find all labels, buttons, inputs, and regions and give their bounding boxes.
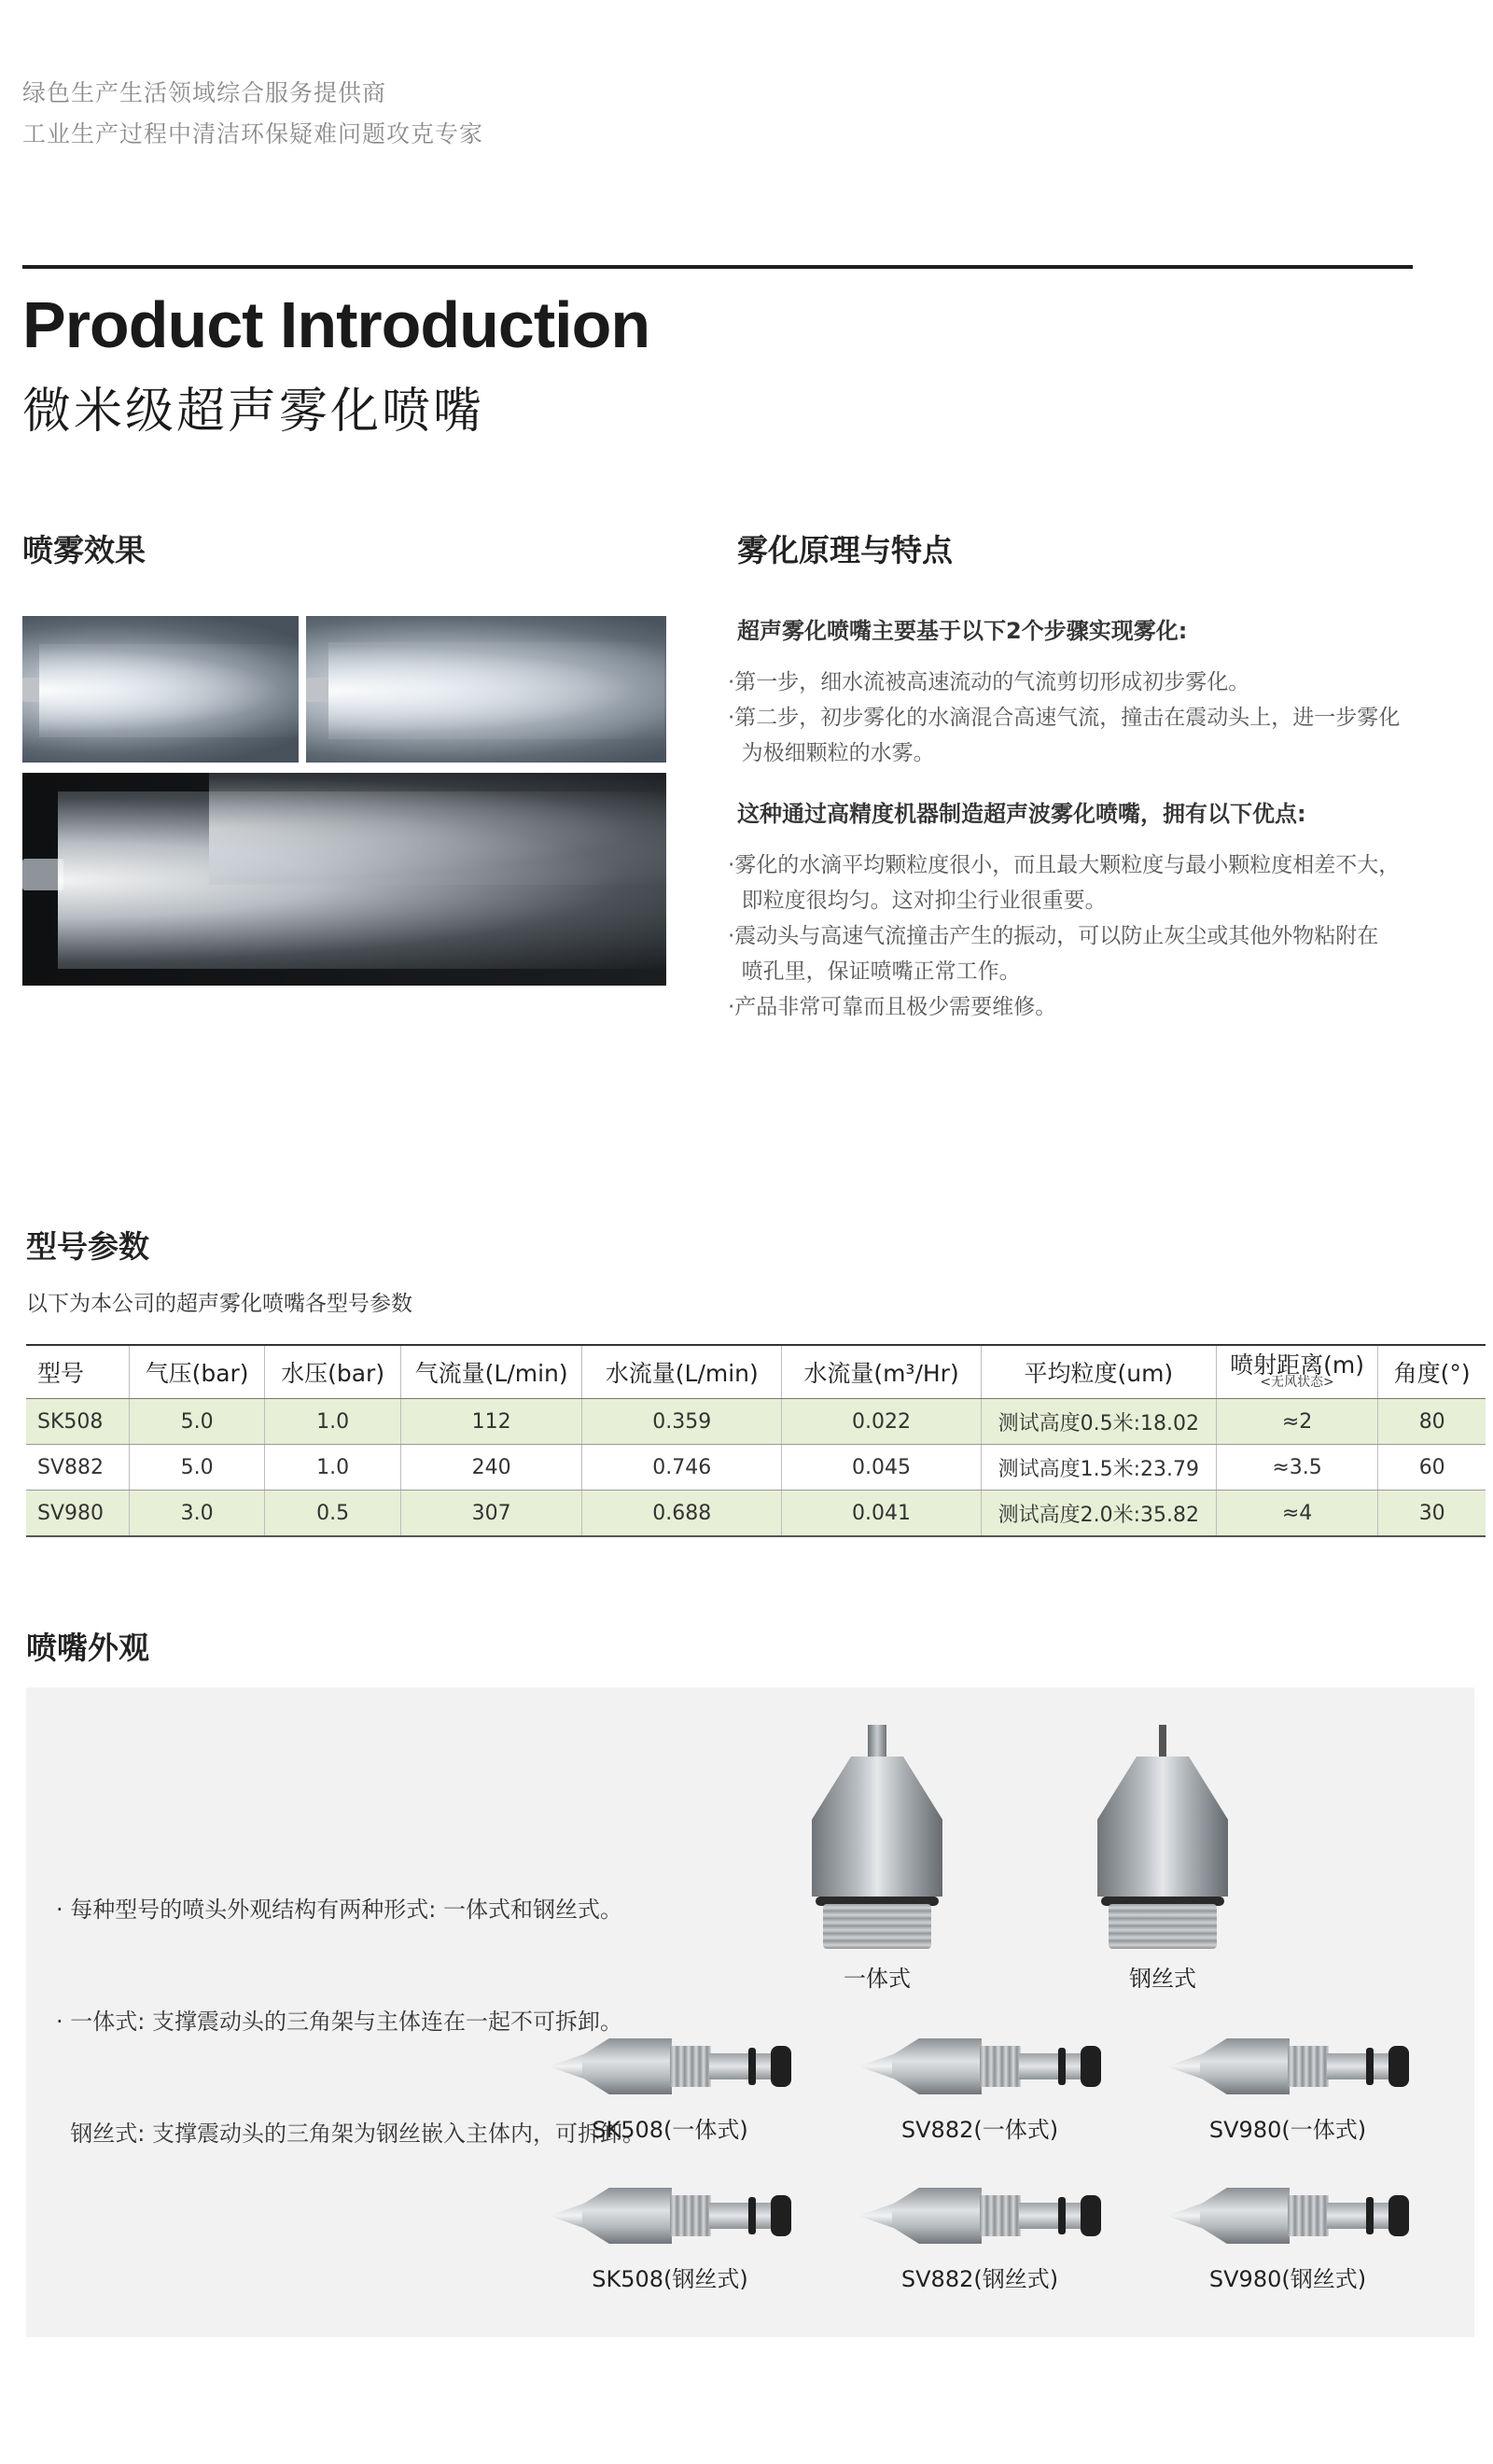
sv882-wire-caption: SV882(钢丝式) [900,2266,1059,2292]
table-row [26,1399,1486,1445]
cell: 0.045 [782,1445,982,1491]
sv980-integral-image [1166,2029,1409,2104]
tagline-primary: 绿色生产生活领域综合服务提供商 [22,79,387,106]
col-header: 平均粒度(um) [981,1345,1216,1399]
header-divider [22,265,1413,269]
advantage-line: 喷孔里，保证喷嘴正常工作。 [728,959,1021,984]
step-line: 为极细颗粒的水雾。 [728,741,935,765]
appearance-line: 钢丝式: 支撑震动头的三角架为钢丝嵌入主体内，可拆卸。 [56,2121,645,2147]
cell: 测试高度2.0米:35.82 [981,1491,1216,1537]
col-header: 气流量(L/min) [400,1345,582,1399]
sk508-integral-caption: SK508(一体式) [592,2117,748,2143]
cell: 60 [1378,1445,1486,1491]
advantage-line: ·产品非常可靠而且极少需要维修。 [728,995,1057,1019]
wire-type-caption: 钢丝式 [1129,1966,1196,1992]
cell: 测试高度0.5米:18.02 [981,1399,1216,1445]
advantage-line: 即粒度很均匀。这对抑尘行业很重要。 [728,889,1107,913]
cell: ≈3.5 [1216,1445,1378,1491]
advantages-intro: 这种通过高精度机器制造超声波雾化喷嘴，拥有以下优点: [737,801,1306,827]
cell: 112 [400,1399,582,1445]
cell: 0.5 [265,1491,401,1537]
col-header: 水压(bar) [265,1345,401,1399]
col-header-distance [1216,1345,1378,1399]
spray-photo-2 [306,616,666,763]
appearance-line: · 一体式: 支撑震动头的三角架与主体连在一起不可拆卸。 [56,2009,622,2035]
cell: 80 [1378,1399,1486,1445]
sv980-integral-caption: SV980(一体式) [1208,2117,1367,2143]
step-line: ·第二步，初步雾化的水滴混合高速气流，撞击在震动头上，进一步雾化 [728,706,1401,730]
spray-photo-1 [22,616,299,763]
col-header: 角度(°) [1378,1345,1486,1399]
appearance-panel [26,1687,1474,2337]
sv882-wire-image [858,2178,1101,2253]
advantage-line: ·震动头与高速气流撞击产生的振动，可以防止灰尘或其他外物粘附在 [728,924,1379,948]
table-row [26,1445,1486,1491]
cell: 5.0 [129,1445,265,1491]
col-header: 水流量(m³/Hr) [782,1345,982,1399]
sv980-wire-caption: SV980(钢丝式) [1208,2266,1367,2292]
advantages-list [728,847,1437,1025]
cell: 307 [400,1491,582,1537]
cell: 240 [400,1445,582,1491]
cell: SK508 [26,1399,129,1445]
cell: ≈2 [1216,1399,1378,1445]
cell: 1.0 [265,1399,401,1445]
model-section-title: 型号参数 [26,1228,149,1265]
model-spec-table [26,1344,1486,1537]
cell: 0.041 [782,1491,982,1537]
cell: 30 [1378,1491,1486,1537]
principle-section-title: 雾化原理与特点 [737,532,953,568]
principle-steps [728,665,1437,771]
page-title-en: Product Introduction [22,288,650,361]
col-header: 水流量(L/min) [582,1345,782,1399]
col-header: 气压(bar) [129,1345,265,1399]
integral-nozzle-image [802,1725,952,1949]
wire-nozzle-image [1088,1725,1237,1949]
cell: 3.0 [129,1491,265,1537]
cell: 1.0 [265,1445,401,1491]
table-row [26,1491,1486,1537]
cell: SV882 [26,1445,129,1491]
sk508-integral-image [549,2029,791,2104]
sk508-wire-image [549,2178,791,2253]
cell: 0.359 [582,1399,782,1445]
step-line: ·第一步，细水流被高速流动的气流剪切形成初步雾化。 [728,670,1250,694]
table-header-row [26,1345,1486,1399]
sv882-integral-caption: SV882(一体式) [900,2117,1059,2143]
sv882-integral-image [858,2029,1101,2104]
appearance-description [56,1816,645,2227]
cell: 0.688 [582,1491,782,1537]
page-title-cn: 微米级超声雾化喷嘴 [22,384,485,440]
tagline-secondary: 工业生产过程中清洁环保疑难问题攻克专家 [22,120,484,147]
sk508-wire-caption: SK508(钢丝式) [592,2266,748,2292]
principle-intro: 超声雾化喷嘴主要基于以下2个步骤实现雾化: [737,618,1188,644]
cell: 5.0 [129,1399,265,1445]
cell: 0.022 [782,1399,982,1445]
col-header-distance-label: 喷射距离(m) [1230,1351,1364,1379]
spray-photo-3 [22,773,666,986]
spray-section-title: 喷雾效果 [22,532,146,568]
col-header: 型号 [26,1345,129,1399]
model-section-subtitle: 以下为本公司的超声雾化喷嘴各型号参数 [26,1292,412,1316]
appearance-line: · 每种型号的喷头外观结构有两种形式: 一体式和钢丝式。 [56,1897,622,1923]
sv980-wire-image [1166,2178,1409,2253]
col-header-distance-note: <无风状态> [1260,1375,1334,1390]
cell: 0.746 [582,1445,782,1491]
advantage-line: ·雾化的水滴平均颗粒度很小，而且最大颗粒度与最小颗粒度相差不大， [728,853,1401,877]
cell: ≈4 [1216,1491,1378,1537]
cell: SV980 [26,1491,129,1537]
integral-type-caption: 一体式 [844,1966,911,1992]
appearance-section-title: 喷嘴外观 [26,1630,149,1666]
cell: 测试高度1.5米:23.79 [981,1445,1216,1491]
